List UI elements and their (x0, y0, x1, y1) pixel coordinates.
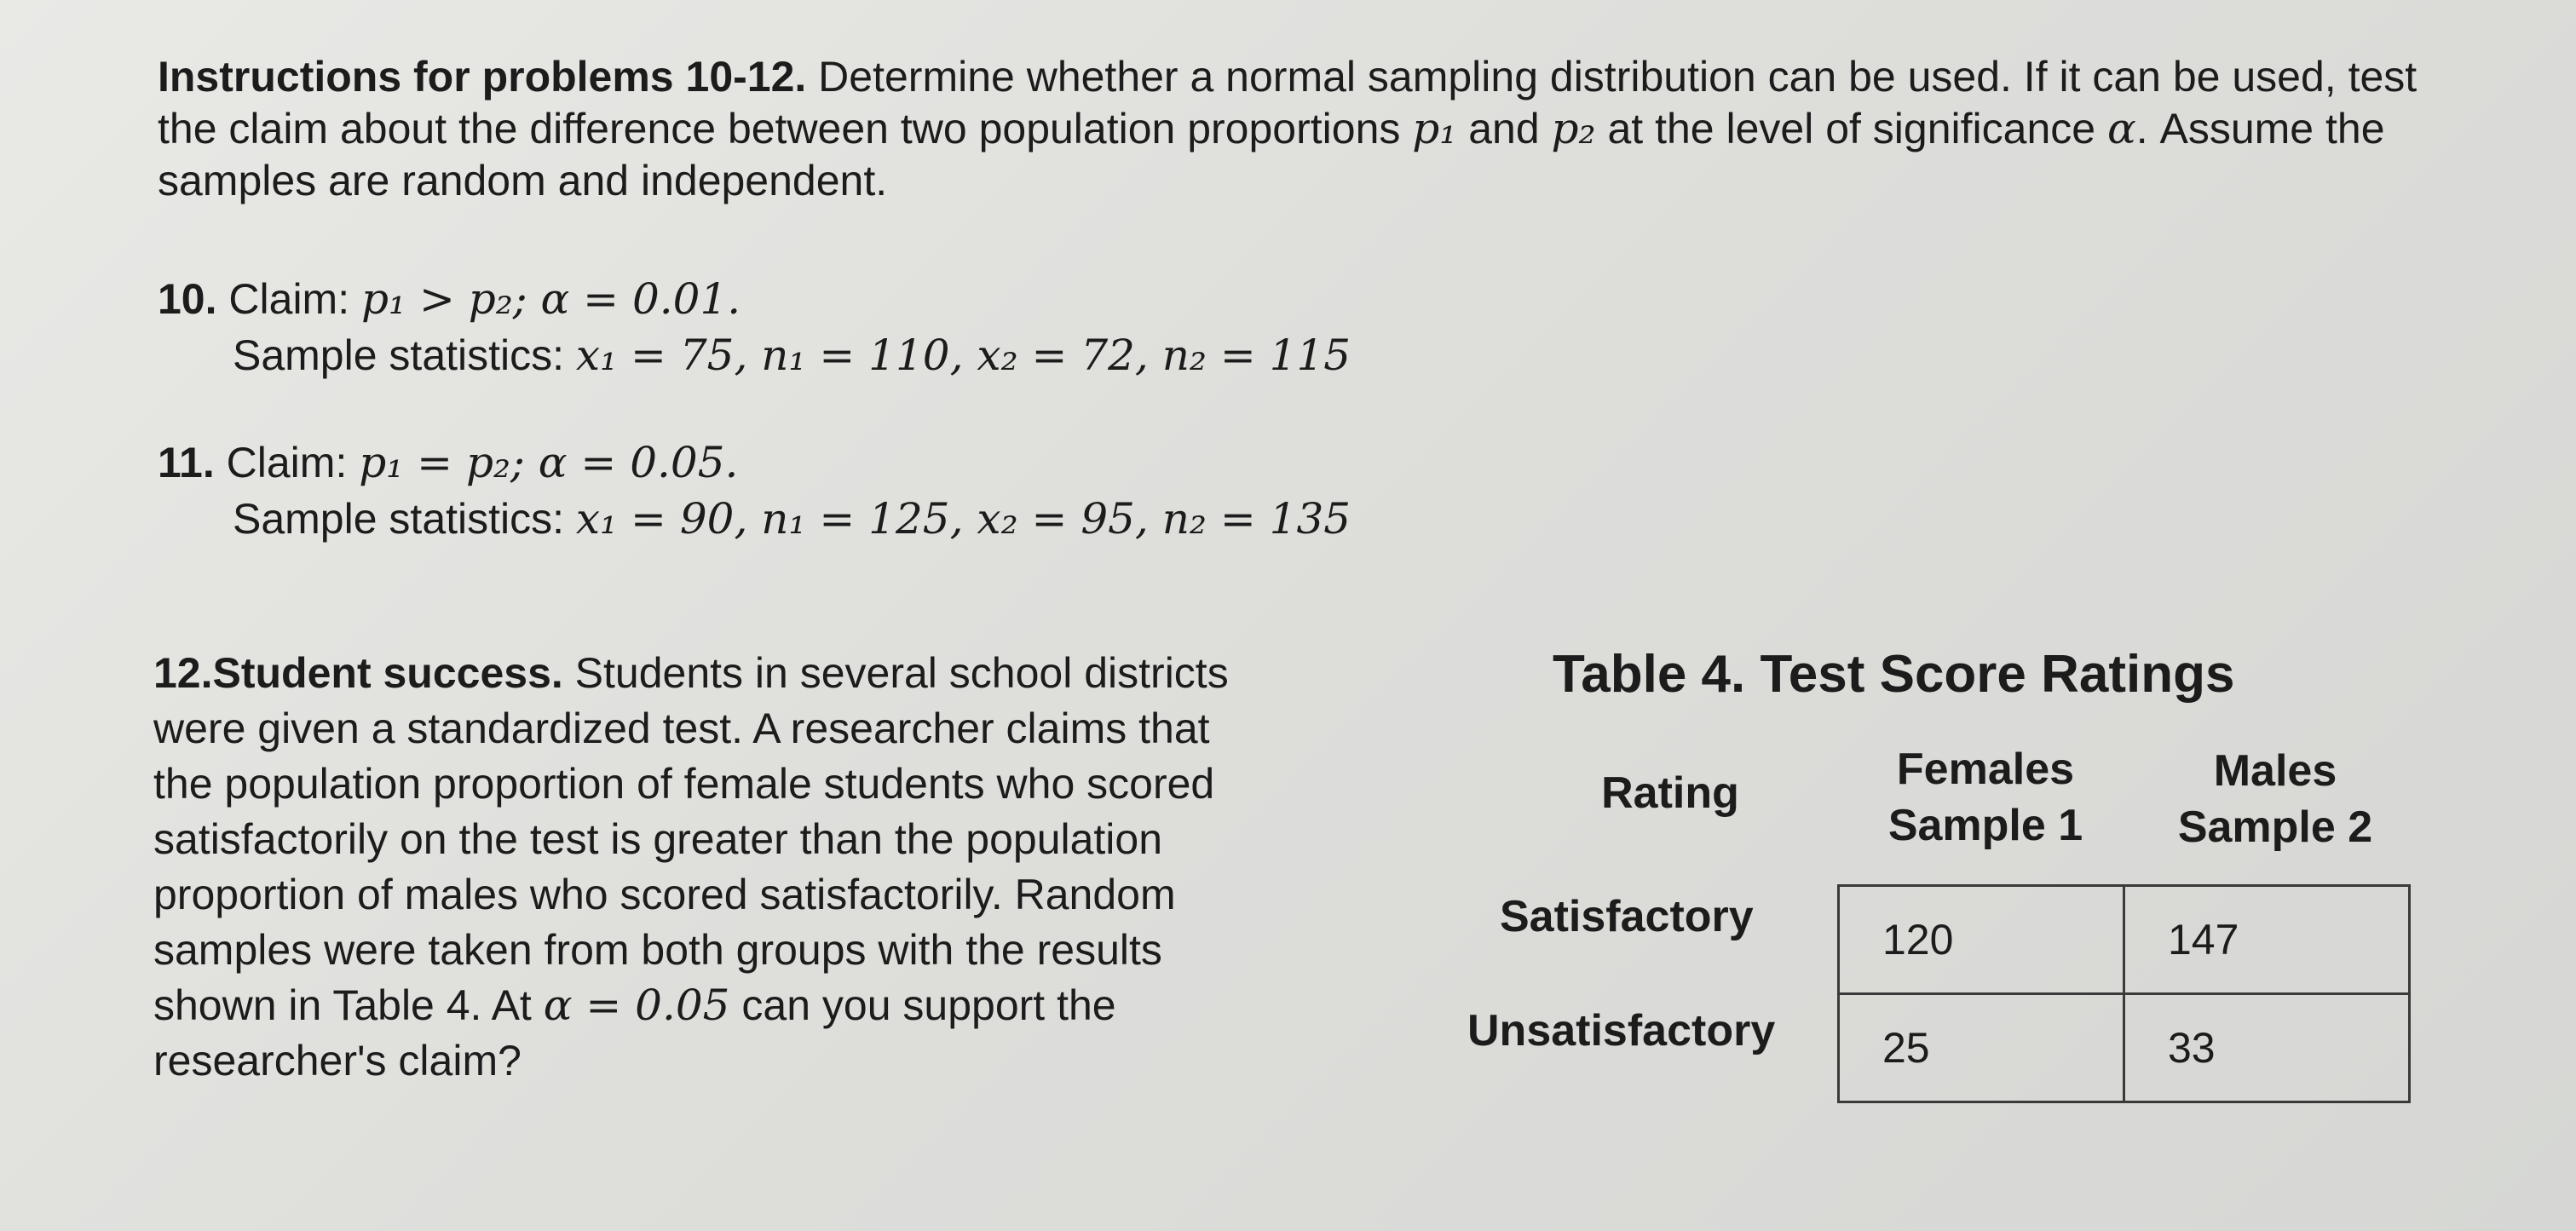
problem-10-stats-label: Sample statistics: (233, 331, 576, 379)
problem-11-claim: p₁ = p₂; α = 0.05. (359, 438, 739, 487)
instructions-paragraph (158, 51, 2475, 207)
instructions-heading: Instructions for problems 10-12. (158, 53, 807, 101)
problem-10-stats-line (158, 327, 1351, 383)
males-header (2139, 743, 2412, 855)
problem-10-claim-label: Claim: (228, 275, 361, 323)
problem-11-stats-line (158, 491, 1351, 547)
cell-satisfactory-males: 147 (2124, 886, 2410, 994)
instructions-and: and (1456, 105, 1552, 152)
instructions-text-b: at the level of significance (1595, 105, 2107, 152)
males-header-line2: Sample 2 (2177, 802, 2373, 852)
problem-12-text-a: Students in several school districts were given a standardized test. A researcher claims that the population proportion of female students who scored satisfactorily on the test is greater than the population proportion of males who scored satisfactorily. Random samples were taken from both groups with the results shown in Table 4. At (153, 649, 1229, 1029)
problem-11-stats: x₁ = 90, n₁ = 125, x₂ = 95, n₂ = 135 (575, 494, 1351, 544)
females-header-line2: Sample 1 (1887, 801, 2083, 850)
row-label-satisfactory: Satisfactory (1500, 892, 1754, 941)
problem-11-stats-label: Sample statistics: (233, 495, 576, 543)
problem-12-text-b: can you support the researcher's claim? (153, 981, 1116, 1084)
problem-11 (158, 434, 1351, 547)
problem-12 (153, 646, 1236, 1089)
row-label-unsatisfactory: Unsatisfactory (1467, 1006, 1776, 1056)
table-title: Table 4. Test Score Ratings (1553, 645, 2235, 704)
instructions-text-a: Determine whether a normal sampling distribution can be used. If it can be used, test the claim about the difference between two population proportions (158, 53, 2418, 152)
test-score-table (1837, 884, 2411, 1103)
cell-unsatisfactory-females: 25 (1839, 994, 2124, 1102)
instructions-text-c: . Assume the samples are random and independent. (158, 105, 2385, 204)
problem-12-title: Student success. (212, 649, 563, 697)
problem-10-stats: x₁ = 75, n₁ = 110, x₂ = 72, n₂ = 115 (575, 331, 1351, 380)
table-row (1839, 994, 2410, 1102)
problem-12-number: 12. (153, 649, 213, 697)
instructions-alpha: α (2106, 104, 2136, 153)
rating-header: Rating (1601, 768, 1739, 818)
females-header-line1: Females (1896, 745, 2075, 794)
problem-11-number: 11. (158, 439, 215, 486)
problem-10-claim: p₁ > p₂; α = 0.01. (361, 274, 741, 324)
problem-10 (158, 271, 1351, 383)
problem-10-claim-line (158, 271, 1351, 327)
males-header-line1: Males (2213, 746, 2337, 796)
instructions-p1: p₁ (1412, 104, 1457, 153)
problem-12-alpha: α = 0.05 (543, 981, 730, 1030)
problem-11-claim-line (158, 434, 1351, 491)
females-header (1849, 741, 2122, 854)
instructions-p2: p₂ (1551, 104, 1596, 153)
cell-unsatisfactory-males: 33 (2124, 994, 2410, 1102)
table-row (1839, 886, 2410, 994)
cell-satisfactory-females: 120 (1839, 886, 2124, 994)
problem-11-claim-label: Claim: (226, 439, 360, 486)
problem-10-number: 10. (158, 275, 217, 323)
